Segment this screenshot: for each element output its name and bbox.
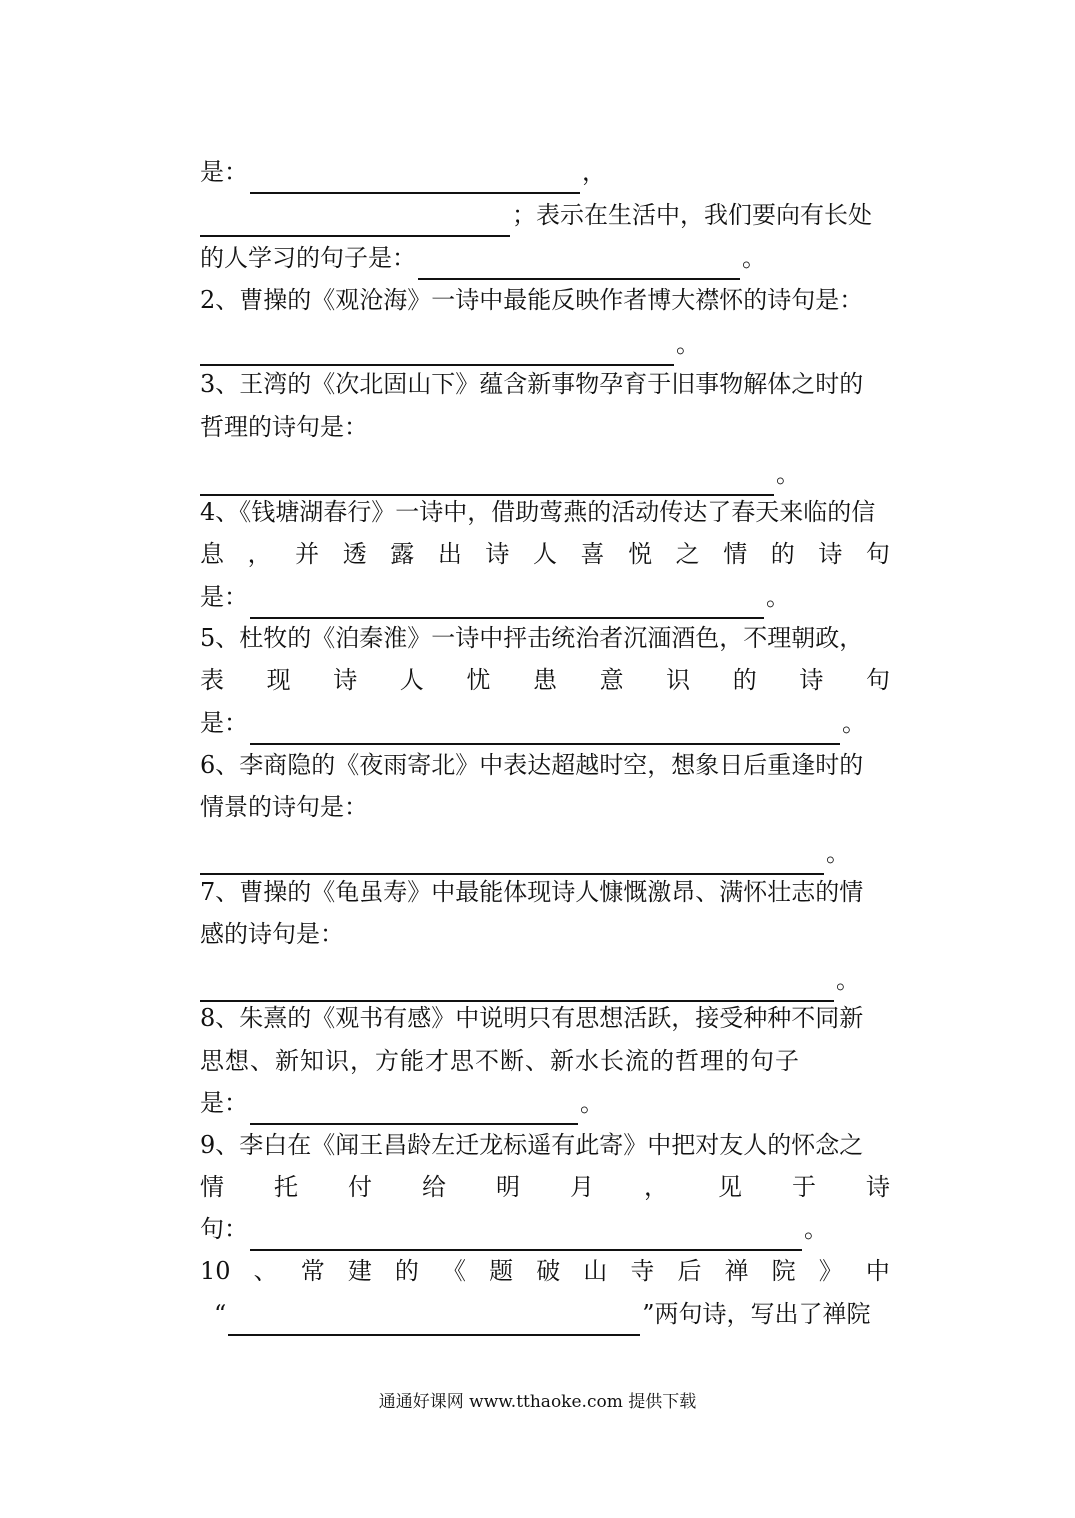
item-8-line-2 (200, 1039, 890, 1083)
spread-char: 诗 (818, 540, 843, 568)
spread-char: 明 (496, 1173, 520, 1201)
question-text: ；表示在生活中，我们要向有长处 (512, 201, 872, 229)
item-7-line-2 (200, 912, 890, 956)
justified-text (200, 532, 890, 576)
spread-char: 人 (399, 666, 424, 694)
question-text: 6、李商隐的《夜雨寄北》中表达超越时空，想象日后重逢时的 (200, 751, 864, 779)
question-text: 的人学习的句子是： (200, 244, 416, 272)
punctuation: 。 (842, 709, 866, 737)
answer-label: 句： (200, 1215, 248, 1243)
spread-char: 息 (200, 540, 224, 568)
spread-char: 并 (295, 540, 320, 568)
spread-char: ， (644, 1173, 668, 1201)
spread-char: 禅 (724, 1257, 749, 1285)
spread-char: 的 (732, 666, 757, 694)
question-text: 哲理的诗句是： (200, 413, 368, 441)
item-9-line-2 (200, 1165, 890, 1209)
item-5-line-2 (200, 658, 890, 702)
item-5-line-3 (200, 701, 890, 745)
spread-char: 识 (666, 666, 691, 694)
question-text: ”两句诗，写出了禅院 (642, 1300, 871, 1328)
answer-label: 是： (200, 583, 248, 611)
answer-blank[interactable] (250, 713, 840, 745)
answer-blank[interactable] (250, 1219, 802, 1251)
punctuation: 。 (580, 1089, 604, 1117)
spread-char: 的 (770, 540, 795, 568)
item-9-line-3 (200, 1207, 890, 1251)
spread-char: 患 (532, 666, 557, 694)
item-7-line-1 (200, 870, 890, 914)
spread-char: 建 (347, 1257, 372, 1285)
punctuation: 。 (836, 966, 860, 994)
spread-char: ， (247, 540, 272, 568)
question-text: 7、曹操的《龟虽寿》中最能体现诗人慷慨激昂、满怀壮志的情 (200, 878, 864, 906)
answer-blank[interactable] (250, 1093, 578, 1125)
answer-blank[interactable] (250, 587, 764, 619)
spread-char: 情 (723, 540, 748, 568)
spread-char: 喜 (580, 540, 605, 568)
page-footer: 通通好课网 www.tthaoke.com 提供下载 (378, 1392, 697, 1412)
spread-char: 于 (792, 1173, 816, 1201)
spread-char: 见 (718, 1173, 742, 1201)
spread-char: 透 (342, 540, 367, 568)
spread-char: 常 (300, 1257, 325, 1285)
item-10-line-1 (200, 1249, 890, 1293)
item-8-line-3 (200, 1081, 890, 1125)
punctuation: 。 (766, 583, 790, 611)
quote-open: “ (214, 1300, 227, 1328)
spread-char: 诗 (333, 666, 358, 694)
item-4-line-3 (200, 575, 890, 619)
item-6-line-1 (200, 743, 890, 787)
punctuation: 。 (742, 244, 766, 272)
question-text: 2、曹操的《观沧海》一诗中最能反映作者博大襟怀的诗句是： (200, 286, 864, 314)
item-2-line-2 (200, 322, 890, 366)
spread-char: 的 (394, 1257, 419, 1285)
item-6-line-2 (200, 785, 890, 829)
spread-char: 出 (437, 540, 462, 568)
punctuation: 。 (676, 330, 700, 358)
punctuation: 。 (804, 1215, 828, 1243)
item-9-line-1 (200, 1123, 890, 1167)
item-1-line-3 (200, 236, 890, 280)
item-4-line-2 (200, 532, 890, 576)
spread-char: 句 (865, 540, 890, 568)
spread-char: 题 (489, 1257, 514, 1285)
answer-label: 是： (200, 158, 248, 186)
item-8-line-1 (200, 996, 890, 1040)
spread-char: 表 (200, 666, 224, 694)
punctuation: 。 (826, 839, 850, 867)
punctuation: 。 (776, 460, 800, 488)
item-3-line-1 (200, 362, 890, 406)
justified-text (200, 1249, 890, 1293)
item-6-line-3 (200, 831, 890, 875)
spread-char: 院 (771, 1257, 796, 1285)
question-text: 4、《钱塘湖春行》一诗中，借助莺燕的活动传达了春天来临的信 (200, 498, 876, 526)
question-text: 9、李白在《闻王昌龄左迁龙标遥有此寄》中把对友人的怀念之 (200, 1131, 864, 1159)
item-1-line-2 (200, 193, 890, 237)
spread-char: 情 (200, 1173, 224, 1201)
spread-char: 付 (348, 1173, 372, 1201)
item-4-line-1 (200, 490, 890, 534)
item-3-line-2 (200, 405, 890, 449)
punctuation: ， (582, 158, 606, 186)
spread-char: 诗 (485, 540, 510, 568)
spread-char: 寺 (630, 1257, 655, 1285)
item-2-line-1 (200, 278, 890, 322)
answer-blank[interactable] (250, 162, 580, 194)
spread-char: 》 (818, 1257, 843, 1285)
spread-char: 诗 (866, 1173, 890, 1201)
justified-text (200, 1165, 890, 1209)
spread-char: 悦 (628, 540, 653, 568)
question-text: 思想、新知识，方能才思不断、新水长流的哲理的句子 (200, 1047, 800, 1075)
spread-char: 后 (677, 1257, 702, 1285)
item-5-line-1 (200, 616, 890, 660)
answer-label: 是： (200, 1089, 248, 1117)
answer-blank[interactable] (200, 205, 510, 237)
answer-blank[interactable] (418, 248, 740, 280)
spread-char: 破 (536, 1257, 561, 1285)
spread-char: 之 (675, 540, 700, 568)
spread-char: 中 (865, 1257, 890, 1285)
question-text: 情景的诗句是： (200, 793, 368, 821)
spread-char: 现 (266, 666, 291, 694)
answer-label: 是： (200, 709, 248, 737)
spread-char: 10 (200, 1257, 231, 1285)
spread-char: 山 (583, 1257, 608, 1285)
question-text: 3、王湾的《次北固山下》蕴含新事物孕育于旧事物解体之时的 (200, 370, 864, 398)
item-1-line-1 (200, 150, 890, 194)
spread-char: 诗 (799, 666, 824, 694)
item-10-line-2 (200, 1292, 890, 1336)
spread-char: 忧 (466, 666, 491, 694)
question-text: 感的诗句是： (200, 920, 344, 948)
spread-char: 托 (274, 1173, 298, 1201)
question-text: 8、朱熹的《观书有感》中说明只有思想活跃，接受种种不同新 (200, 1004, 864, 1032)
spread-char: 露 (390, 540, 415, 568)
spread-char: 月 (570, 1173, 594, 1201)
spread-char: 给 (422, 1173, 446, 1201)
spread-char: 人 (532, 540, 557, 568)
spread-char: 、 (253, 1257, 278, 1285)
spread-char: 《 (442, 1257, 467, 1285)
spread-char: 句 (865, 666, 890, 694)
justified-text (200, 658, 890, 702)
spread-char: 意 (599, 666, 624, 694)
answer-blank[interactable] (228, 1304, 640, 1336)
question-text: 5、杜牧的《泊秦淮》一诗中抨击统治者沉湎酒色，不理朝政， (200, 624, 864, 652)
